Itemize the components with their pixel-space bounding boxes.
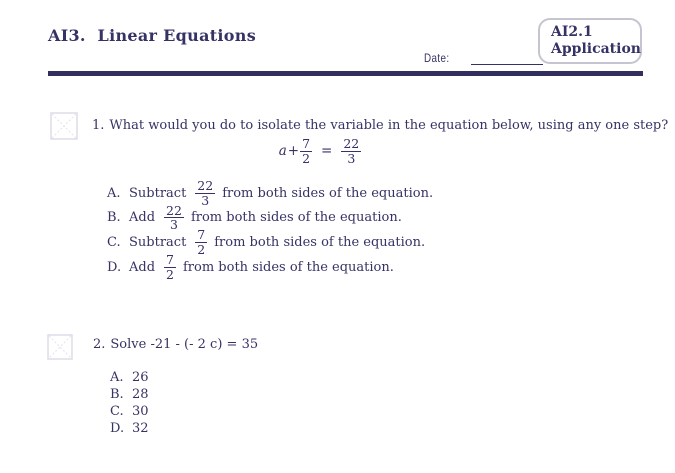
question-1-prompt [92, 118, 668, 133]
equation-variable: a [278, 143, 287, 159]
question-text: What would you do to isolate the variable in the equation below, using any one step? [109, 118, 669, 133]
image-placeholder-icon [47, 334, 73, 360]
badge-label: Application [551, 41, 641, 57]
fraction: $\frac{22}{3}$ [343, 136, 360, 166]
standard-badge [538, 18, 642, 64]
choice-c: C. 30 [110, 404, 149, 419]
fraction: $\frac{7}{2}$ [197, 227, 206, 257]
fraction: $\frac{22}{3}$ [166, 202, 182, 233]
question-number: 1. [92, 118, 105, 133]
header-divider [48, 71, 643, 76]
question-2-prompt [93, 337, 258, 352]
question-number: 2. [93, 337, 106, 352]
question-1-equation [265, 137, 375, 165]
fraction: $\frac{7}{2}$ [302, 136, 311, 166]
choice-b: B. 28 [110, 387, 149, 402]
fraction: $\frac{7}{2}$ [166, 252, 174, 282]
image-placeholder-icon [50, 112, 78, 140]
question-1-choices [107, 178, 434, 282]
question-text: Solve -21 - (- 2 c) = 35 [110, 337, 259, 352]
badge-code: AI2.1 [551, 24, 593, 40]
choice-a: A. Subtract $\frac{22}{3}$ from both sides of the equation. [107, 178, 434, 208]
date-label: Date: [424, 51, 450, 65]
choice-a: A. 26 [110, 370, 149, 385]
equation-operator: + [287, 143, 300, 159]
choice-d: D. 32 [110, 421, 149, 436]
equals-sign: = [321, 143, 333, 159]
question-2-choices [110, 369, 149, 437]
choice-c: C. Subtract $\frac{7}{2}$ from both sides of the equation. [107, 227, 426, 257]
date-field [424, 51, 543, 65]
fraction: $\frac{22}{3}$ [197, 178, 214, 208]
choice-b: B. Add $\frac{22}{3}$ from both sides of the equation. [107, 202, 402, 233]
date-blank-line [471, 52, 543, 65]
choice-d: D. Add $\frac{7}{2}$ from both sides of the equation. [107, 252, 394, 282]
page-title: AI3. Linear Equations [48, 26, 257, 45]
